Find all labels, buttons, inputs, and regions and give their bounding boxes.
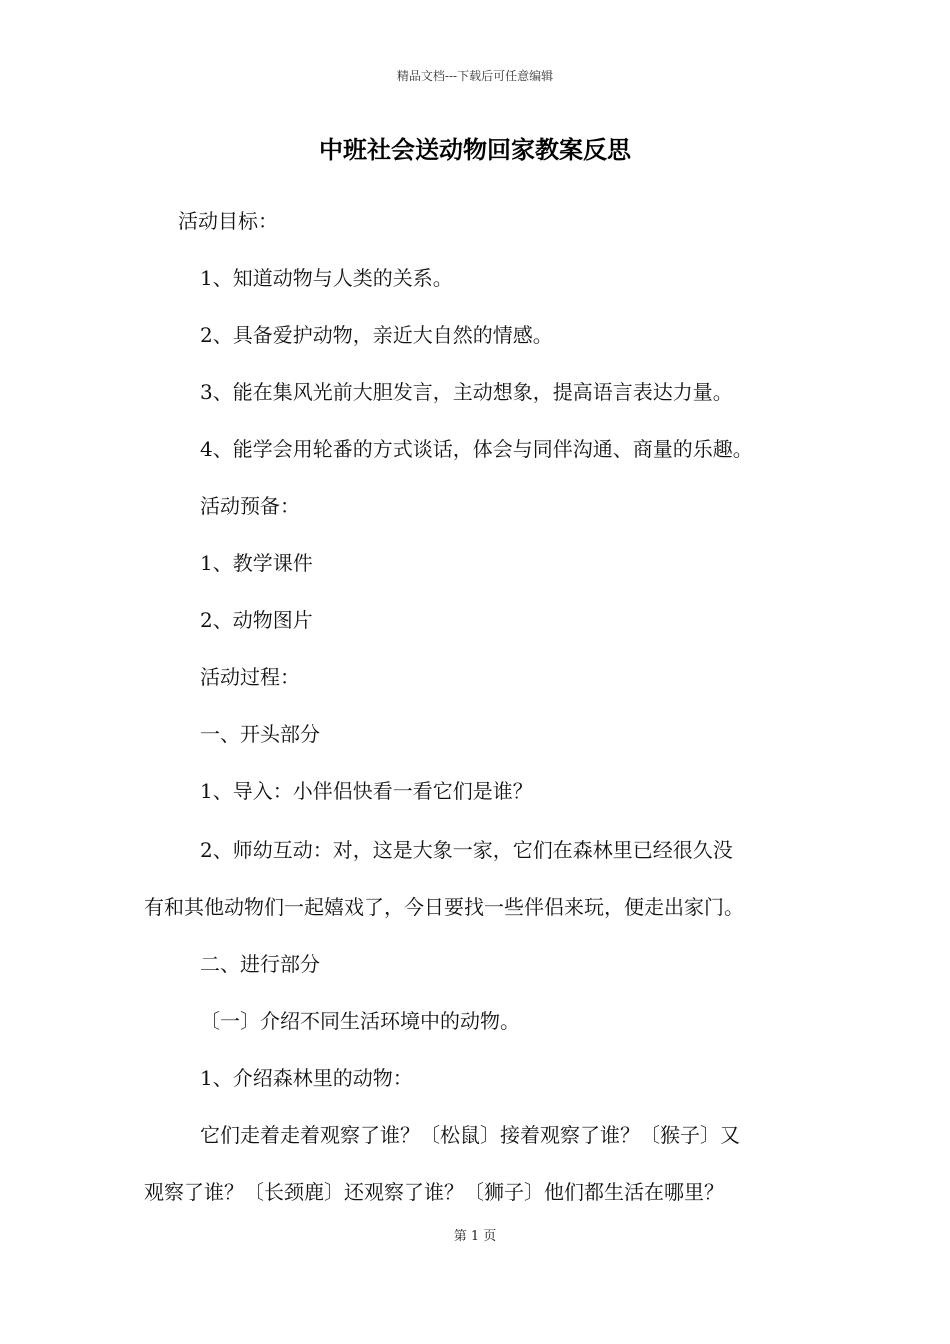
section-heading-part-two: 二、进行部分 [200,952,320,976]
paragraph-line: 2、具备爱护动物，亲近大自然的情感。 [200,323,553,347]
document-title: 中班社会送动物回家教案反思 [319,135,631,164]
paragraph-line: 1、导入：小伴侣快看一看它们是谁？ [200,779,533,803]
paragraph-line: 〔一〕介绍不同生活环境中的动物。 [200,1009,520,1033]
page-number: 第 1 页 [453,1229,497,1244]
paragraph-line: 4、能学会用轮番的方式谈话，体会与同伴沟通、商量的乐趣。 [200,437,753,461]
paragraph-line: 观察了谁？〔长颈鹿〕还观察了谁？〔狮子〕他们都生活在哪里？ [144,1180,724,1204]
section-heading-preparation: 活动预备： [200,494,300,518]
paragraph-line: 1、知道动物与人类的关系。 [200,266,453,290]
paragraph-line: 1、教学课件 [200,551,313,575]
section-heading-goals: 活动目标： [178,209,278,233]
paragraph-line: 3、能在集风光前大胆发言，主动想象，提高语言表达力量。 [200,380,733,404]
header-note: 精品文档---下载后可任意编辑 [396,69,554,83]
section-heading-part-one: 一、开头部分 [200,722,320,746]
section-heading-process: 活动过程： [200,665,300,689]
paragraph-line: 1、介绍森林里的动物： [200,1066,413,1090]
paragraph-line: 它们走着走着观察了谁？〔松鼠〕接着观察了谁？〔猴子〕又 [200,1123,740,1147]
paragraph-line: 有和其他动物们一起嬉戏了，今日要找一些伴侣来玩，便走出家门。 [144,895,744,919]
paragraph-line: 2、动物图片 [200,608,313,632]
paragraph-line: 2、师幼互动：对，这是大象一家，它们在森林里已经很久没 [200,838,733,862]
